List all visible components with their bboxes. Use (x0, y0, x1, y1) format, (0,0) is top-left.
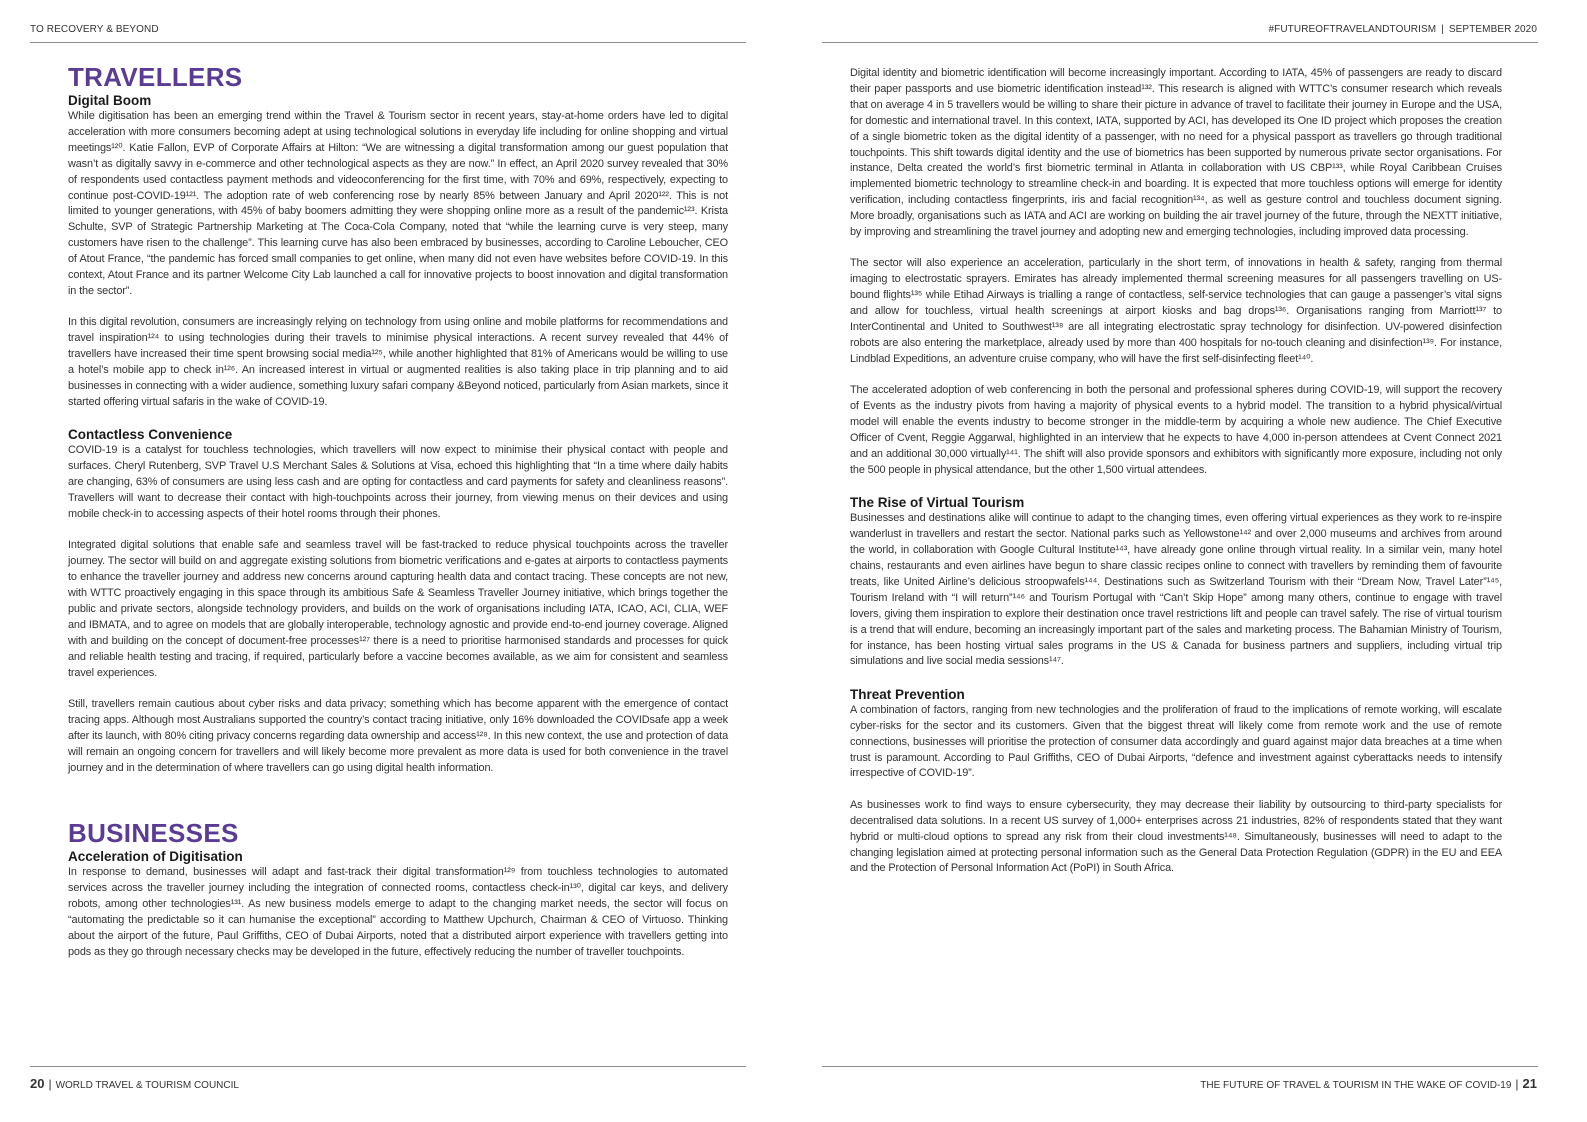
paragraph-digital-boom-1: While digitisation has been an emerging trend within the Travel & Tourism sector in recent years, stay-at-home orders have led to digital acceleration with more consumers becoming adept at using technological solutions in everyday life including for online shopping and virtual meetings¹²⁰. Katie Fallon, EVP of Corporate Affairs at Hilton: “We are witnessing a digital transformation among our guest population that wasn’t as digitally savvy in e-commerce and other technological aspects as they are now.” In effect, an April 2020 survey revealed that 30% of respondents used contactless payment methods and videoconferencing for the first time, with 70% and 69%, respectively, expecting to continue post-COVID-19¹²¹. The adoption rate of web conferencing rose by nearly 85% between January and April 2020¹²². This is not limited to younger generations, with 45% of baby boomers admitting they were shopping online more as a result of the pandemic¹²³. Krista Schulte, SVP of Strategic Partnership Marketing at The Coca-Cola Company, noted that “while the learning curve is very steep, many customers have risen to the challenge”. This learning curve has also been embraced by businesses, according to Caroline Leboucher, CEO of Atout France, “the pandemic has forced small companies to get online, when many did not even have websites before COVID-19. In this context, Atout France and its partner Welcome City Lab launched a call for innovative projects to boost innovation and digital transformation in the sector”. (68, 110, 728, 297)
paragraph-contactless-2: Integrated digital solutions that enable safe and seamless travel will be fast-tracked to reduce physical touchpoints across the traveller journey. The sector will build on and aggregate existing solutions from biometric verifications and e-gates at airports to contactless payments to enhance the traveller journey and address new concerns around capturing health data and contact tracing. These concepts are not new, with WTTC proactively engaging in this space through its ambitious Safe & Seamless Traveller Journey initiative, which brings together the public and private sectors, alongside technology providers, and builds on the work of organisations including IATA, ICAO, ACI, CLIA, WEF and IBMATA, and to agree on models that are globally interoperable, technology agnostic and provide end-to-end journey coverage. Aligned with and building on the concept of document-free processes¹²⁷ there is a need to prioritise harmonised standards and processes for quick and reliable health testing and tracing, if required, particularly before a vaccine becomes available, as we aim for consistent and seamless travel experiences. (68, 539, 728, 679)
paragraph-acceleration-1: In response to demand, businesses will adapt and fast-track their digital transformation¹²⁹ from touchless technologies to automated services across the traveller journey including the integration of connected rooms, contactless check-in¹³⁰, digital car keys, and delivery robots, among other technologies¹³¹. As new business models emerge to adapt to the changing market needs, the sector will focus on “automating the predictable so it can humanise the exceptional” according to Matthew Upchurch, Chairman & CEO of Virtuoso. Thinking about the airport of the future, Paul Griffiths, CEO of Dubai Airports, noted that a distributed airport experience with travellers getting into pods as they go through necessary checks may be developed in the future, effectively reducing the number of traveller touchpoints. (68, 866, 728, 958)
paragraph-events: The accelerated adoption of web conferencing in both the personal and professional spheres during COVID-19, will support the recovery of Events as the industry pivots from having a majority of physical events to a hybrid model. The transition to a hybrid physical/virtual model will enable the events industry to become stronger in the middle-term by acquiring a whole new audience. The Chief Executive Officer of Cvent, Reggie Aggarwal, highlighted in an interview that he expects to have 4,000 in-person attendees at Cvent Connect 2021 and an additional 30,000 virtually¹⁴¹. The shift will also provide sponsors and exhibitors with significantly more exposure, including not only the 500 people in physical attendance, but the other 1,500 virtual attendees. (850, 384, 1502, 476)
footer-right (1200, 1076, 1537, 1091)
issue-date: SEPTEMBER 2020 (1448, 24, 1537, 35)
footer-right-text: THE FUTURE OF TRAVEL & TOURISM IN THE WAKE OF COVID-19 (1200, 1080, 1512, 1091)
page-number-left: 20 (30, 1076, 45, 1091)
running-head-right (1268, 24, 1537, 35)
paragraph-virtual-tourism: Businesses and destinations alike will continue to adapt to the changing times, even offering virtual experiences as they work to re-inspire wanderlust in travellers and restart the sector. National parks such as Yellowstone¹⁴² and over 2,000 museums and archives from around the world, in collaboration with Google Cultural Institute¹⁴³, have already gone online through virtual reality. In a similar vein, many hotel chains, restaurants and even airlines have begun to share classic recipes online to connect with travellers by reminding them of favourite treats, like United Airline’s delicious stroopwafels¹⁴⁴. Destinations such as Switzerland Tourism with their “Dream Now, Travel Later”¹⁴⁵, Tourism Ireland with “I will return”¹⁴⁶ and Tourism Portugal with “Can’t Skip Hope” among many others, continue to engage with travel lovers, giving them inspiration to explore their destination once travel restrictions lift and people can travel safely. The rise of virtual tourism is a trend that will endure, becoming an increasingly important part of the sales and marketing process. The Bahamian Ministry of Tourism, for instance, has been hosting virtual sales programs in the US & Canada for business partners and suppliers, including virtual trip simulations and live social media sessions¹⁴⁷. (850, 512, 1502, 668)
subheading-threat-prevention: Threat Prevention (850, 686, 965, 702)
header-rule-right (822, 42, 1538, 43)
subheading-rise-of-virtual-tourism: The Rise of Virtual Tourism (850, 495, 1025, 511)
paragraph-digital-boom-2: In this digital revolution, consumers are increasingly relying on technology from using online and mobile platforms for recommendations and travel inspiration¹²⁴ to using technologies during their travels to minimise physical interactions. A recent survey revealed that 44% of travellers have increased their time spent browsing social media¹²⁵, while another highlighted that 81% of Americans would be willing to use a hotel’s mobile app to check in¹²⁶. An increased interest in virtual or augmented realities is also taking place in trip planning and to aid businesses in connecting with a wider audience, something luxury safari company &Beyond noticed, particularly from Asian markets, since it started offering virtual safaris in the wake of COVID-19. (68, 316, 728, 408)
page-number-right: 21 (1522, 1076, 1537, 1091)
paragraph-contactless-3: Still, travellers remain cautious about cyber risks and data privacy; something which has become apparent with the emergence of contact tracing apps. Although most Australians supported the country’s contact tracing initiative, only 16% downloaded the COVIDsafe app a week after its launch, with 80% citing privacy concerns regarding data ownership and access¹²⁸. In this new context, the use and protection of data will remain an ongoing concern for travellers and will likely become more prevalent as more data is used for both convenience in the travel journey and in the determination of where travellers can go using digital health information. (68, 698, 728, 774)
left-column (68, 62, 728, 976)
footer-rule-left (30, 1066, 746, 1067)
section-title-travellers: TRAVELLERS (68, 62, 243, 92)
header-separator: | (1441, 24, 1444, 35)
running-head-left: TO RECOVERY & BEYOND (30, 24, 159, 35)
paragraph-contactless-1: COVID-19 is a catalyst for touchless technologies, which travellers will now expect to minimise their physical contact with people and surfaces. Cheryl Rutenberg, SVP Travel U.S Merchant Sales & Solutions at Visa, echoed this highlighting that “In a time where daily habits are changing, 63% of consumers are using less cash and are opting for contactless and card payments for safety and cleanliness reasons”. Travellers will want to decrease their contact with high-touchpoints across their journey, from viewing menus on their devices and using mobile check-in to accessing aspects of their hotel rooms through their phones. (68, 444, 728, 520)
right-page (780, 0, 1587, 1122)
left-page (0, 0, 780, 1122)
subheading-acceleration-of-digitisation: Acceleration of Digitisation (68, 849, 243, 865)
subheading-digital-boom: Digital Boom (68, 93, 152, 108)
paragraph-digital-identity: Digital identity and biometric identification will become increasingly important. According to IATA, 45% of passengers are ready to discard their paper passports and use biometric identification instead¹³². This research is aligned with WTTC’s consumer research which reveals that on average 4 in 5 travellers would be willing to share their picture in advance of travel to facilitate their journey in Europe and the USA, for domestic and international travel. In this context, IATA, supported by ACI, has developed its One ID project which proposes the creation of a single biometric token as the digital identity of a passenger, with no need for a physical passport as travellers go through traditional touchpoints. This shift towards digital identity and the use of biometrics has been supported by numerous private sector organisations. For instance, Delta created the world’s first biometric terminal in Atlanta in collaboration with US CBP¹³³, while Royal Caribbean Cruises implemented biometric technology to streamline check-in and boarding. It is expected that more touchless options will emerge for identity verification, including contactless fingerprints, iris and facial recognition¹³⁴, as well as gesture control and touchless document signing. More broadly, organisations such as IATA and ACI are working on building the air travel journey of the future, through the NEXTT initiative, by improving and streamlining the travel journey and adopting new and emerging technologies, including improved data processing. (850, 67, 1502, 239)
subheading-contactless-convenience: Contactless Convenience (68, 427, 233, 443)
paragraph-health-safety: The sector will also experience an acceleration, particularly in the short term, of innovations in health & safety, ranging from thermal imaging to electrostatic sprayers. Emirates has already implemented thermal screening measures for all passengers travelling on US-bound flights¹³⁵ while Etihad Airways is trialling a range of contactless, self-service technologies that can gauge a passenger’s vital signs and allow for touchless, virtual health screenings at airport kiosks and bag drops¹³⁶. Organisations ranging from Marriott¹³⁷ to InterContinental and United to Southwest¹³⁸ are all integrating electrostatic spray technology for disinfection. UV-powered disinfection robots are also entering the marketplace, already used by more than 400 hospitals for no-touch cleaning and disinfection¹³⁹. For instance, Lindblad Expeditions, an adventure cruise company, who will have the first self-disinfecting fleet¹⁴⁰. (850, 257, 1502, 365)
section-spacer (68, 792, 728, 818)
footer-rule-right (822, 1066, 1538, 1067)
footer-left-text: WORLD TRAVEL & TOURISM COUNCIL (55, 1080, 239, 1091)
right-column (850, 66, 1502, 893)
header-rule-left (30, 42, 746, 43)
hashtag: #FUTUREOFTRAVELANDTOURISM (1268, 24, 1437, 35)
section-title-businesses: BUSINESSES (68, 818, 239, 849)
footer-separator: | (1515, 1077, 1519, 1091)
footer-separator: | (48, 1077, 52, 1091)
footer-left (30, 1076, 239, 1091)
paragraph-threat-prevention-1: A combination of factors, ranging from new technologies and the proliferation of fraud to the implications of remote working, will escalate cyber-risks for the sector and its customers. Given that the biggest threat will likely come from remote work and the use of remote connections, businesses will prioritise the protection of consumer data accordingly and guard against major data breaches at a time when trust is paramount. According to Paul Griffiths, CEO of Dubai Airports, “defence and investment against cyberattacks needs to intensify irrespective of COVID-19”. (850, 703, 1502, 780)
paragraph-threat-prevention-2: As businesses work to find ways to ensure cybersecurity, they may decrease their liability by outsourcing to third-party specialists for decentralised data solutions. In a recent US survey of 1,000+ enterprises across 21 industries, 82% of respondents stated that they want hybrid or multi-cloud options to spread any risk from their cloud investments¹⁴⁸. Simultaneously, businesses will need to adapt to the changing legislation aimed at protecting personal information such as the General Data Protection Regulation (GDPR) in the EU and EEA and the Protection of Personal Information Act (PoPI) in South Africa. (850, 798, 1502, 875)
